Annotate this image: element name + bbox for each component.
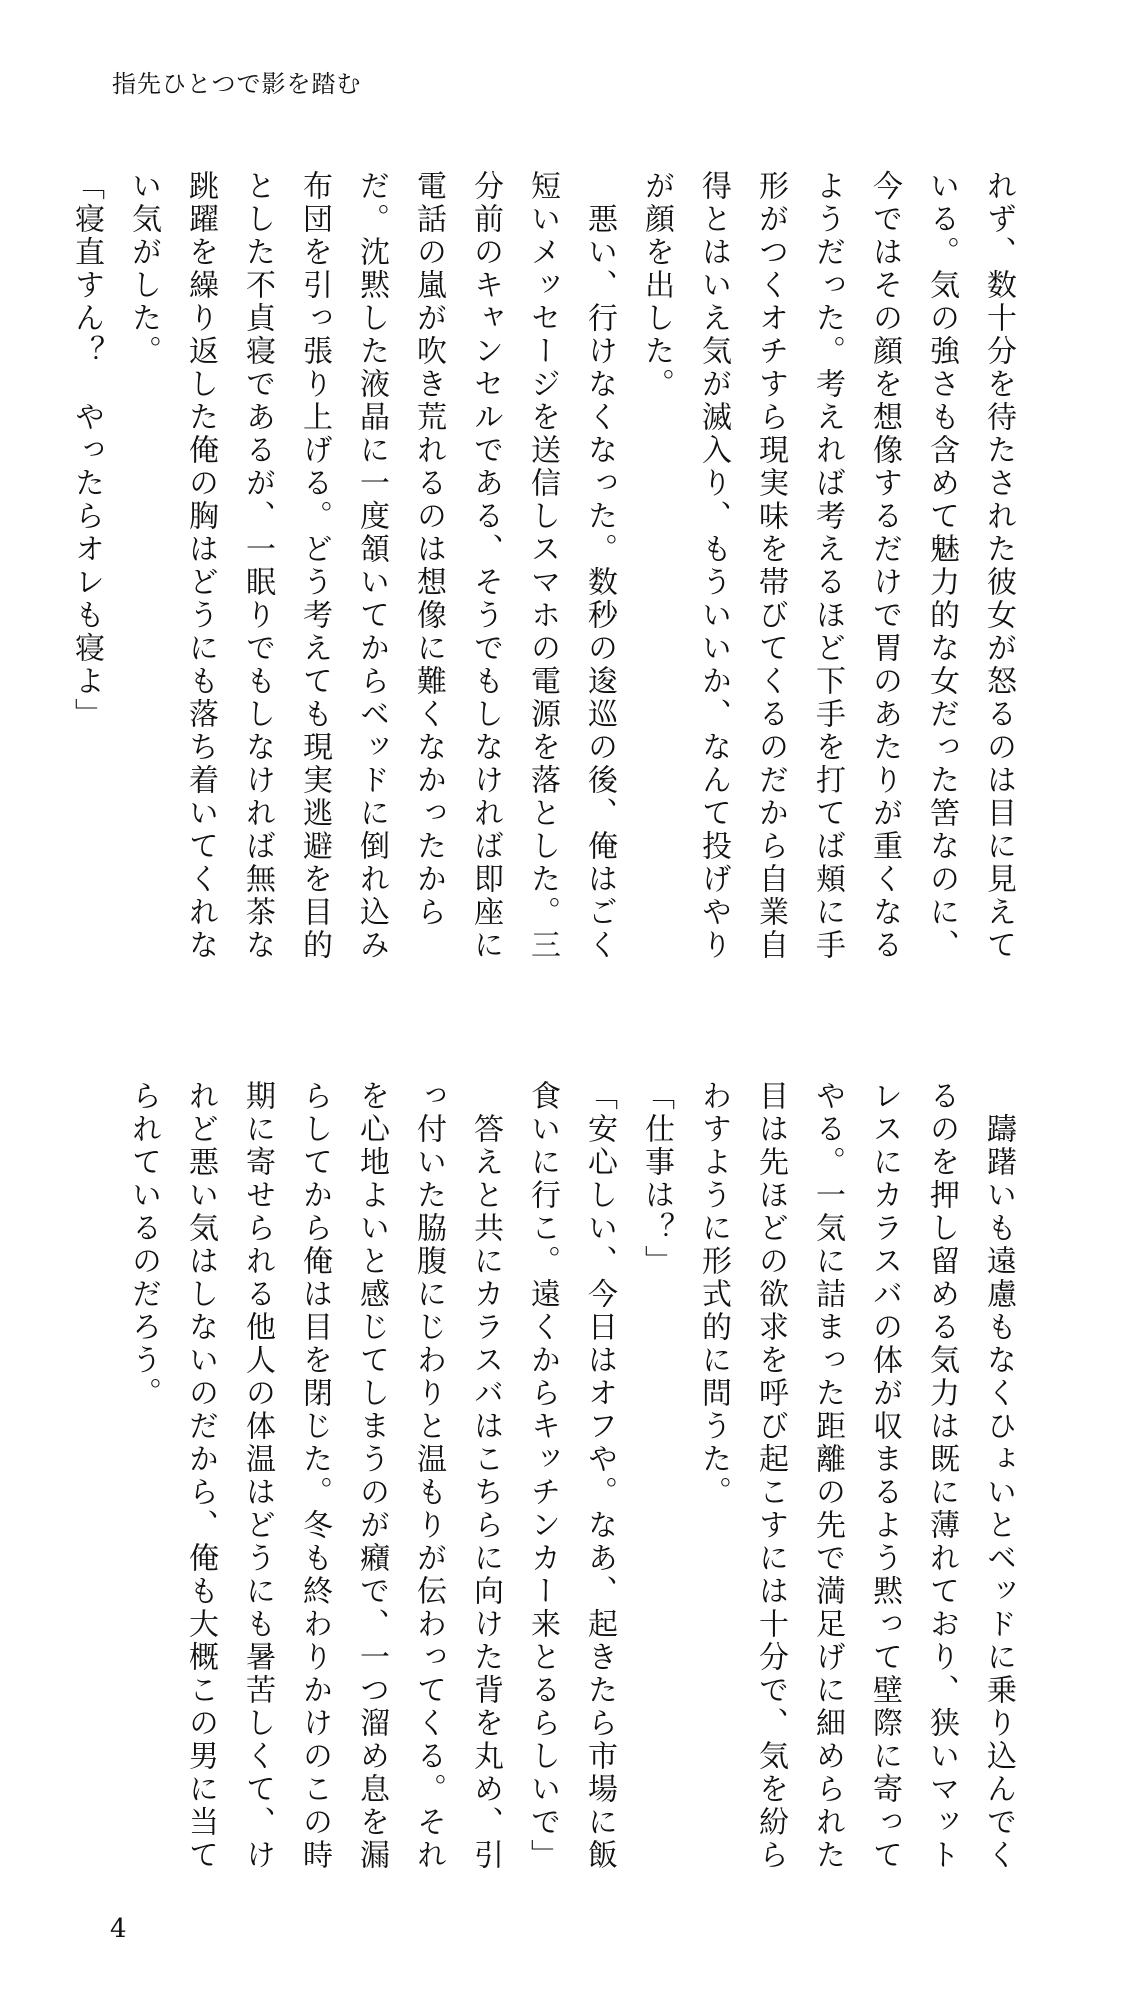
page-number: 4 — [110, 1914, 127, 1944]
paragraph: 「安心しい、今日はオフや。なあ、起きたら市場に飯食いに行こ。遠くからキッチンカー来とるらしいで」 — [525, 1080, 617, 1872]
paragraph: 「仕事は？」 — [639, 1080, 674, 1278]
paragraph: 悪い、行けなくなった。数秒の逡巡の後、俺はごく短いメッセージを送信しスマホの電源を落とした。三分前のキャンセルである、そうでもしなければ即座に電話の嵐が吹き荒れるのは想像に難くなかったからだ。沈黙した液晶に一度頷いてからベッドに倒れ込み布団を引っ張り上げる。どう考えても現実逃避を目的とした不貞寝であるが、一眠りでもしなければ無茶な跳躍を繰り返した俺の胸はどうにも落ち着いてくれない気がした。 — [126, 170, 617, 962]
paragraph: 「寝直すん？ やったらオレも寝よ」 — [69, 170, 104, 731]
paragraph: 答えと共にカラスバはこちらに向けた背を丸め、引っ付いた脇腹にじわりと温もりが伝わってくる。それを心地よいと感じてしまうのが癪で、一つ溜め息を漏らしてから俺は目を閉じた。冬も終わりかけのこの時期に寄せられる他人の体温はどうにも暑苦しくて、けれど悪い気はしないのだから、俺も大概この男に当てられているのだろう。 — [126, 1080, 503, 1872]
paragraph: 躊躇いも遠慮もなくひょいとベッドに乗り込んでくるのを押し留める気力は既に薄れており、狭いマットレスにカラスバの体が収まるよう黙って壁際に寄ってやる。一気に詰まった距離の先で満足げに細められた目は先ほどの欲求を呼び起こすには十分で、気を紛らわすように形式的に問うた。 — [696, 1080, 1016, 1872]
body-text-upper — [58, 170, 1027, 990]
paragraph: れず、数十分を待たされた彼女が怒るのは目に見えている。気の強さも含めて魅力的な女だった筈なのに、今ではその顔を想像するだけで胃のあたりが重くなるようだった。考えれば考えるほど下手を打てば頬に手形がつくオチすら現実味を帯びてくるのだから自業自得とはいえ気が滅入り、もういいか、なんて投げやりが顔を出した。 — [639, 170, 1016, 962]
running-head-title: 指先ひとつで影を踏む — [112, 70, 362, 98]
body-text-lower — [115, 1080, 1027, 1900]
